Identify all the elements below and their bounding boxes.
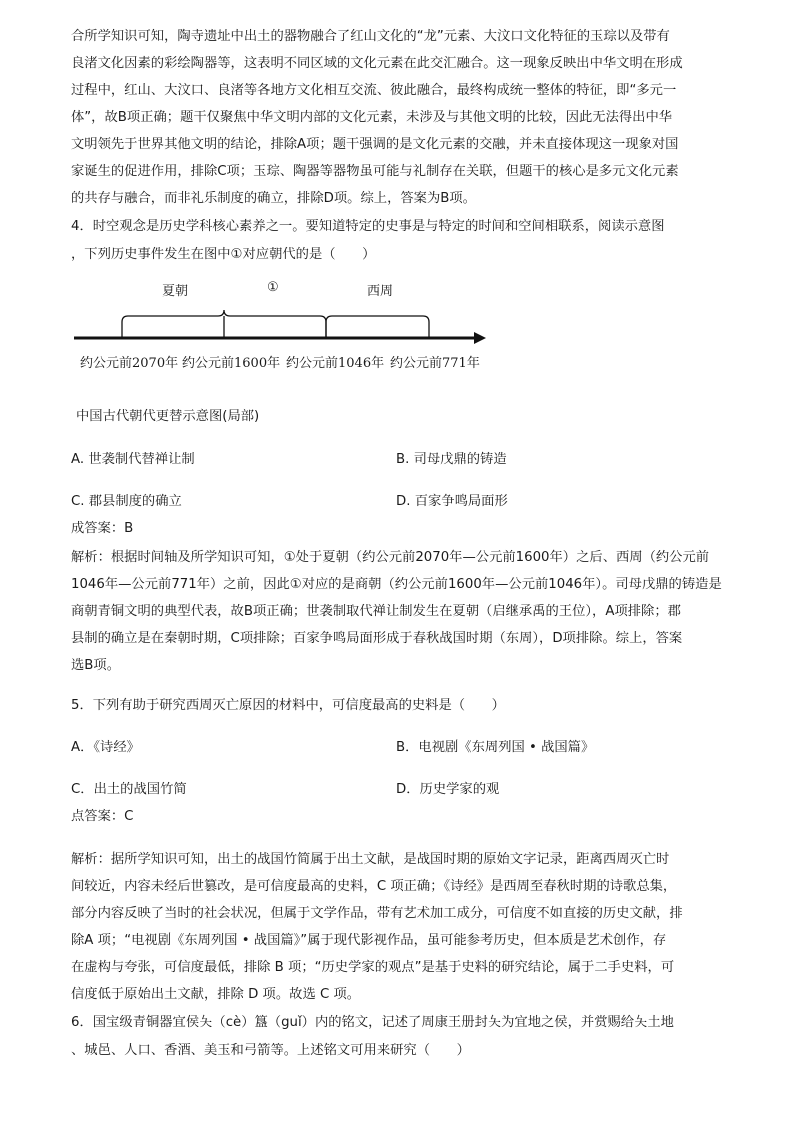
bracket-xizhou: [326, 316, 429, 338]
analysis-line: 除A 项；“电视剧《东周列国 • 战国篇》”属于现代影视作品，虽可能参考历史，但本质是艺术创作，存: [71, 933, 667, 948]
analysis-line: 解析：根据时间轴及所学知识可知，①处于夏朝（约公元前2070年—公元前1600年）之后、西周（约公元前: [71, 550, 710, 565]
paragraph-line: 体”，故B项正确；题干仅聚焦中华文明内部的文化元素，未涉及与其他文明的比较，因此无法得出中华: [71, 110, 673, 125]
dynasty-timeline-diagram: [70, 272, 490, 382]
analysis-line: 1046年—公元前771年）之前，因此①对应的是商朝（约公元前1600年—公元前1046年）。司母戊鼎的铸造是: [71, 577, 722, 592]
paragraph-line: 家诞生的促进作用，排除C项；玉琮、陶器等器物虽可能与礼制存在关联，但题干的核心是多元文化元素: [71, 164, 679, 179]
date-label: 约公元前771年: [390, 356, 480, 371]
option-d: D．历史学家的观: [396, 782, 500, 797]
analysis-line: 商朝青铜文明的典型代表，故B项正确；世袭制取代禅让制发生在夏朝（启继承禹的王位），A项排除；郡: [71, 604, 681, 619]
period-label-1: ①: [267, 280, 279, 295]
date-label: 约公元前1600年: [182, 356, 281, 371]
question-6-stem: 、城邑、人口、香酒、美玉和弓箭等。上述铭文可用来研究（ ）: [71, 1043, 470, 1058]
question-5-stem: 5．下列有助于研究西周灭亡原因的材料中，可信度最高的史料是（ ）: [71, 698, 505, 713]
question-4-stem: 4．时空观念是历史学科核心素养之一。要知道特定的史事是与特定的时间和空间相联系，阅读示意图: [71, 219, 665, 234]
question-4-stem: ，下列历史事件发生在图中①对应朝代的是（ ）: [71, 247, 376, 262]
option-a: A. 世袭制代替禅让制: [71, 452, 195, 467]
date-label: 约公元前1046年: [286, 356, 385, 371]
option-b: B．电视剧《东周列国 • 战国篇》: [396, 740, 595, 755]
answer-line: 点答案：C: [71, 809, 134, 824]
analysis-line: 选B项。: [71, 658, 121, 673]
question-6-stem: 6．国宝级青铜器宜侯夨（cè）簋（guǐ）内的铭文，记述了周康王册封夨为宜地之侯，并赏赐给夨土地: [71, 1015, 674, 1030]
analysis-line: 部分内容反映了当时的社会状况，但属于文学作品，带有艺术加工成分，可信度不如直接的历史文献，排: [71, 906, 683, 921]
option-d: D. 百家争鸣局面形: [396, 494, 508, 509]
period-label-xizhou: 西周: [367, 284, 394, 299]
analysis-line: 解析：据所学知识可知，出土的战国竹简属于出土文献，是战国时期的原始文字记录，距离西周灭亡时: [71, 852, 670, 867]
paragraph-line: 文明领先于世界其他文明的结论，排除A项；题干强调的是文化元素的交融，并未直接体现这一现象对国: [71, 137, 679, 152]
analysis-line: 县制的确立是在秦朝时期，C项排除；百家争鸣局面形成于春秋战国时期（东周），D项排除。综上，答案: [71, 631, 683, 646]
period-label-xia: 夏朝: [162, 284, 189, 299]
option-a: A．《诗经》: [71, 740, 140, 755]
option-c: C. 郡县制度的确立: [71, 494, 182, 509]
analysis-line: 在虚构与夸张，可信度最低，排除 B 项；“历史学家的观点”是基于史料的研究结论，属于二手史料，可: [71, 960, 675, 975]
paragraph-line: 合所学知识可知，陶寺遗址中出土的器物融合了红山文化的“龙”元素、大汶口文化特征的玉琮以及带有: [71, 29, 670, 44]
paragraph-line: 过程中，红山、大汶口、良渚等各地方文化相互交流、彼此融合，最终构成统一整体的特征，即“多元一: [71, 83, 677, 98]
paragraph-line: 的共存与融合，而非礼乐制度的确立，排除D项。综上，答案为B项。: [71, 191, 476, 206]
timeline-arrow-head: [474, 332, 486, 344]
figure-caption: 中国古代朝代更替示意图(局部): [76, 409, 260, 424]
paragraph-line: 良渚文化因素的彩绘陶器等，这表明不同区域的文化元素在此交汇融合。这一现象反映出中华文明在形成: [71, 56, 683, 71]
answer-line: 成答案：B: [71, 521, 134, 536]
option-c: C．出土的战国竹简: [71, 782, 187, 797]
option-b: B. 司母戊鼎的铸造: [396, 452, 507, 467]
analysis-line: 间较近，内容未经后世篡改，是可信度最高的史料，C 项正确；《诗经》是西周至春秋时期的诗歌总集，: [71, 879, 677, 894]
analysis-line: 信度低于原始出土文献，排除 D 项。故选 C 项。: [71, 987, 361, 1002]
date-label: 约公元前2070年: [80, 356, 179, 371]
